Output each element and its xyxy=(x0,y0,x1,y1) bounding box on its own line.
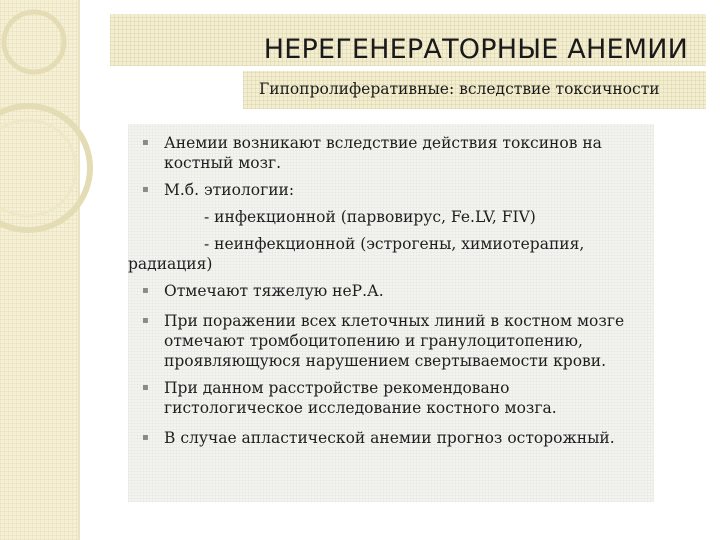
list-item xyxy=(128,428,654,448)
sub-item xyxy=(128,234,654,274)
list-item xyxy=(128,281,654,301)
title-banner xyxy=(110,14,706,66)
sub-item-continuation: радиация) xyxy=(128,255,213,273)
list-item xyxy=(128,180,654,200)
content-panel xyxy=(128,124,654,502)
bullet-list xyxy=(128,133,654,448)
bullet-icon: ▪ xyxy=(142,184,149,195)
bullet-icon: ▪ xyxy=(142,285,149,296)
subtitle-banner xyxy=(243,71,706,109)
list-item-text: М.б. этиологии: xyxy=(164,181,295,199)
slide-subtitle: Гипопролиферативные: вследствие токсичности xyxy=(259,80,660,98)
list-item xyxy=(128,133,654,173)
list-item-text: В случае апластической анемии прогноз осторожный. xyxy=(164,429,615,447)
bullet-icon: ▪ xyxy=(142,315,149,326)
list-item-text: При данном расстройстве рекомендовано гистологическое исследование костного мозга. xyxy=(164,379,557,417)
sub-item-text: - неинфекционной (эстрогены, химиотерапия, xyxy=(204,235,585,253)
sub-item xyxy=(128,207,654,227)
bullet-icon: ▪ xyxy=(142,432,149,443)
ring-decoration xyxy=(0,0,100,260)
list-item-text: При поражении всех клеточных линий в костном мозге отмечают тромбоцитопению и гранулоцитопению, проявляющуюся нарушением свертываемости крови. xyxy=(164,312,625,370)
bullet-icon: ▪ xyxy=(142,382,149,393)
list-item-text: Отмечают тяжелую неР.А. xyxy=(164,282,384,300)
slide-title: НЕРЕГЕНЕРАТОРНЫЕ АНЕМИИ xyxy=(263,34,688,65)
bullet-icon: ▪ xyxy=(142,137,149,148)
list-item xyxy=(128,378,654,418)
sub-item-text: - инфекционной (парвовирус, Fe.LV, FIV) xyxy=(204,208,536,226)
list-item xyxy=(128,311,654,371)
list-item-text: Анемии возникают вследствие действия токсинов на костный мозг. xyxy=(164,134,602,172)
